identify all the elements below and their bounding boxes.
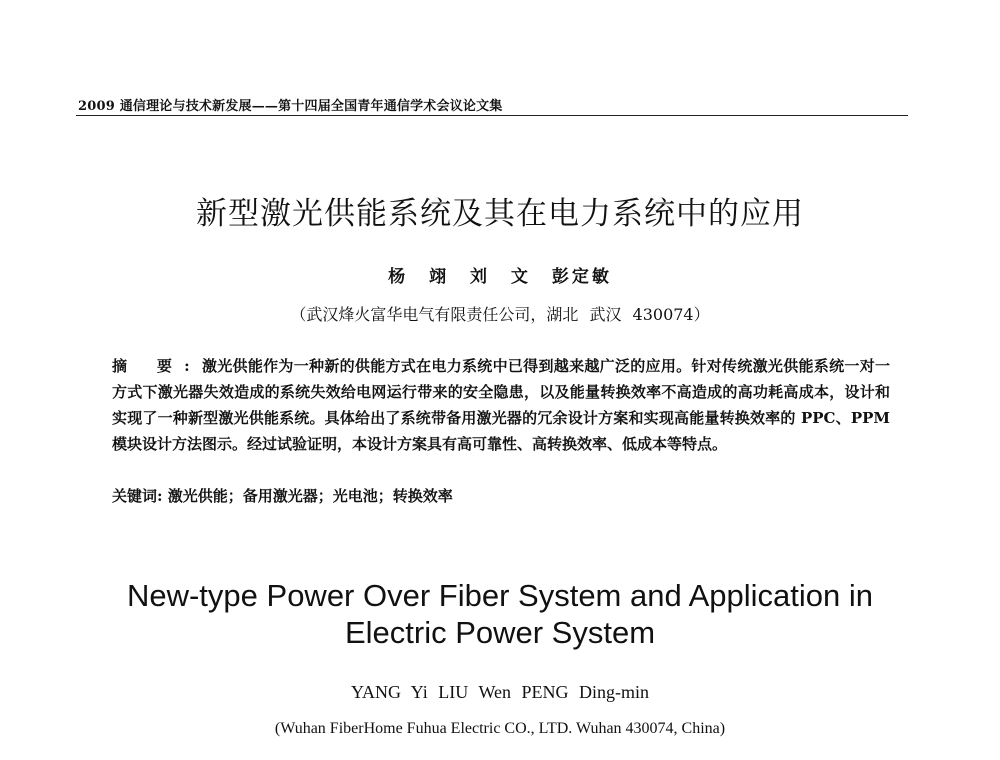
english-authors: YANG Yi LIU Wen PENG Ding-min [350, 682, 650, 702]
english-title-line-1: New-type Power Over Fiber System and Application in [126, 578, 874, 613]
english-title [0, 577, 1000, 651]
chinese-title: 新型激光供能系统及其在电力系统中的应用 [196, 196, 804, 232]
chinese-affiliation: （武汉烽火富华电气有限责任公司，湖北 武汉 430074） [290, 305, 710, 324]
running-header: 2009 通信理论与技术新发展——第十四届全国青年通信学术会议论文集 [78, 99, 503, 114]
keywords-label: 关键词: [112, 487, 163, 505]
abstract [112, 353, 890, 457]
english-title-line-2: Electric Power System [344, 615, 656, 650]
keywords-text: 激光供能；备用激光器；光电池；转换效率 [167, 487, 453, 505]
abstract-text: 激光供能作为一种新的供能方式在电力系统中已得到越来越广泛的应用。针对传统激光供能系统一对一方式下激光器失效造成的系统失效给电网运行带来的安全隐患，以及能量转换效率不高造成的高功耗高成本，设计和实现了一种新型激光供能系统。具体给出了系统带备用激光器的冗余设计方案和实现高能量转换效率的 PPC、PPM 模块设计方法图示。经过试验证明，本设计方案具有高可靠性、高转换效率、低成本等特点。 [112, 357, 890, 453]
header-rule [76, 115, 908, 116]
english-affiliation: (Wuhan FiberHome Fuhua Electric CO., LTD. Wuhan 430074, China) [274, 720, 726, 737]
keywords [112, 483, 890, 509]
abstract-label: 摘 要: [112, 357, 202, 375]
chinese-authors: 杨 翊 刘 文 彭定敏 [388, 267, 612, 287]
